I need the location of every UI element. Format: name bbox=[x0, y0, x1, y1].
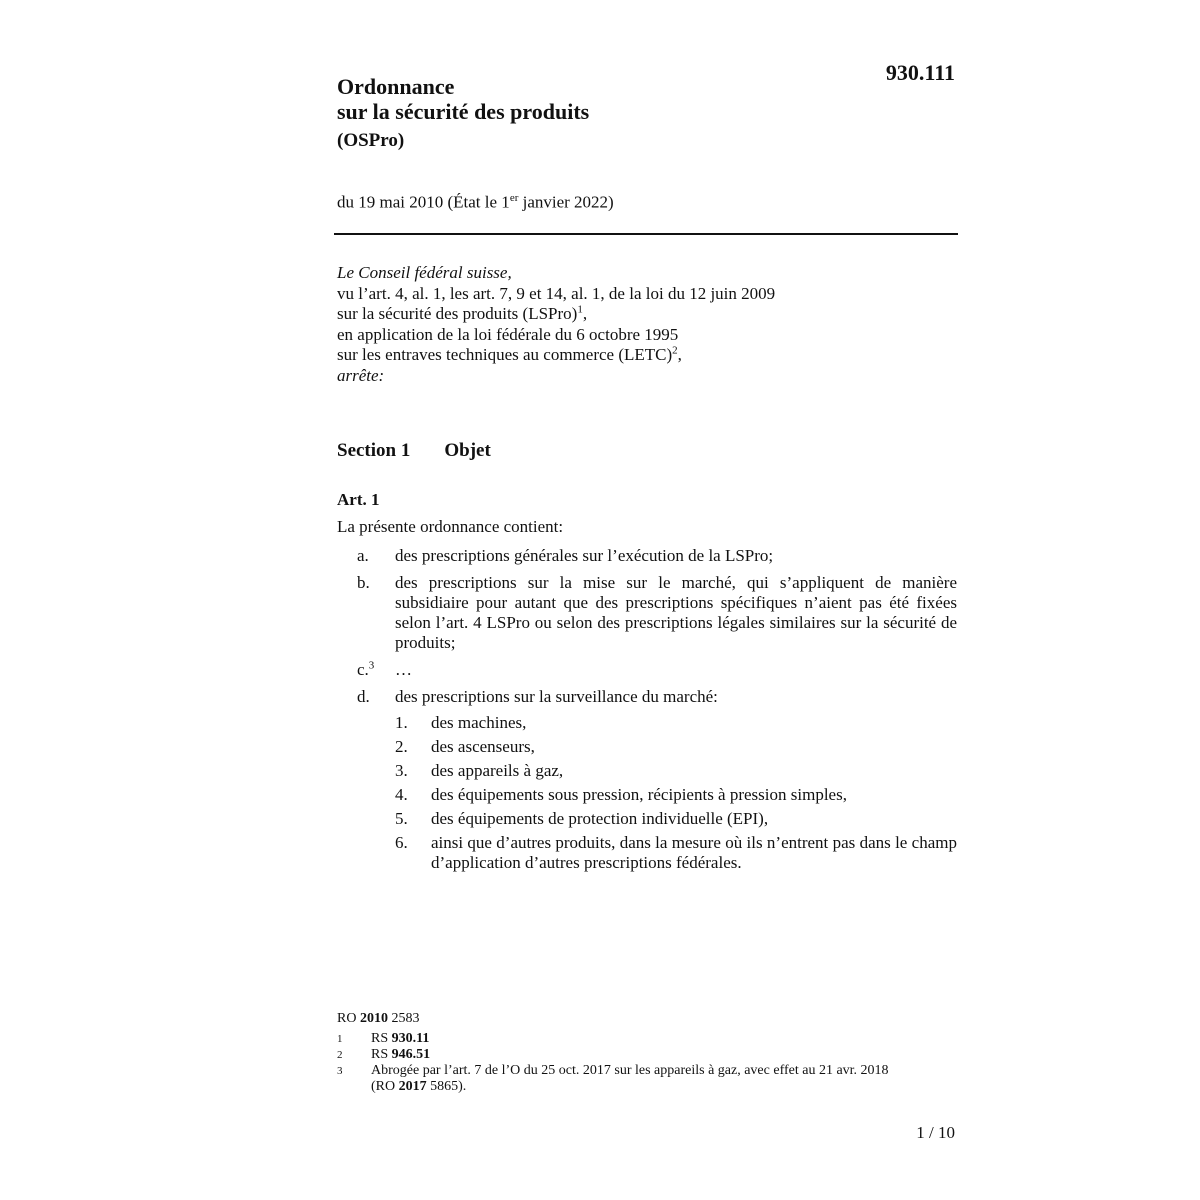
preamble bbox=[337, 263, 957, 386]
sub-item bbox=[395, 711, 957, 735]
footnotes bbox=[337, 1031, 897, 1095]
document-abbreviation: (OSPro) bbox=[337, 130, 405, 151]
document-title bbox=[337, 74, 589, 124]
footnote-number: 1 bbox=[337, 1033, 343, 1045]
preamble-line-2 bbox=[337, 304, 957, 325]
item-label: d. bbox=[357, 687, 370, 706]
sr-number: 930.111 bbox=[885, 60, 955, 85]
preamble-decree: arrête: bbox=[337, 365, 385, 385]
title-line-2: sur la sécurité des produits bbox=[337, 99, 590, 124]
list-item bbox=[337, 573, 957, 653]
page-number: 1 / 10 bbox=[916, 1123, 955, 1142]
footnote-ref-3[interactable]: 3 bbox=[368, 659, 375, 672]
preamble-line-4-text: sur les entraves techniques au commerce (LETC) bbox=[337, 345, 673, 364]
sub-item-text: des ascenseurs, bbox=[431, 737, 535, 756]
item-label: b. bbox=[357, 573, 370, 592]
footnote-number: 3 bbox=[337, 1065, 343, 1077]
sub-item-text: des équipements de protection individuelle (EPI), bbox=[431, 809, 769, 828]
footnote-bold: 946.51 bbox=[391, 1047, 431, 1062]
preamble-line-1: vu l’art. 4, al. 1, les art. 7, 9 et 14, al. 1, de la loi du 12 juin 2009 bbox=[337, 283, 776, 303]
sub-item bbox=[395, 759, 957, 783]
sub-item-text: des appareils à gaz, bbox=[431, 761, 564, 780]
header-divider bbox=[334, 233, 958, 235]
footnote-pre: Abrogée par l’art. 7 de l’O du 25 oct. 2017 sur les appareils à gaz, avec effet au 21 avr. 2018 (RO bbox=[371, 1063, 889, 1094]
ro-year: 2010 bbox=[359, 1011, 388, 1026]
sub-item-number: 2. bbox=[395, 737, 408, 756]
footnote-number: 2 bbox=[337, 1049, 343, 1061]
footnote-bold: 930.11 bbox=[391, 1031, 430, 1046]
sub-item-text: ainsi que d’autres produits, dans la mesure où ils n’entrent pas dans le champ d’application d’autres prescriptions fédérales. bbox=[431, 833, 957, 872]
footnote-text bbox=[371, 1063, 897, 1095]
ro-page: 2583 bbox=[387, 1011, 420, 1026]
item-label-text: c. bbox=[357, 660, 369, 679]
footnote-bold: 2017 bbox=[398, 1079, 427, 1094]
footnote bbox=[337, 1063, 897, 1095]
section-title: Objet bbox=[444, 440, 491, 461]
document-date bbox=[337, 192, 614, 213]
sub-list bbox=[395, 711, 957, 873]
item-label bbox=[337, 660, 395, 680]
article-intro: La présente ordonnance contient: bbox=[337, 517, 564, 536]
section-heading bbox=[337, 440, 491, 462]
ro-reference bbox=[337, 1011, 419, 1027]
sub-item-text: des équipements sous pression, récipients à pression simples, bbox=[431, 785, 847, 804]
footnote-pre: RS bbox=[371, 1031, 392, 1046]
preamble-line-2-punct: , bbox=[582, 304, 588, 323]
footnote bbox=[337, 1031, 897, 1047]
footnote-text bbox=[371, 1031, 897, 1047]
item-text: des prescriptions sur la surveillance du marché: bbox=[395, 687, 718, 706]
preamble-line-2-text: sur la sécurité des produits (LSPro) bbox=[337, 304, 578, 323]
list-item bbox=[337, 660, 957, 680]
item-label: a. bbox=[357, 546, 369, 565]
footnote-ref-1[interactable]: 1 bbox=[577, 303, 583, 316]
item-text: des prescriptions générales sur l’exécution de la LSPro; bbox=[395, 546, 774, 565]
article-items bbox=[337, 546, 957, 880]
sub-item bbox=[395, 807, 957, 831]
footnote-pre: RS bbox=[371, 1047, 392, 1062]
item-text: des prescriptions sur la mise sur le marché, qui s’appliquent de manière subsidiaire pour autant que des prescriptions spécifiques n’aient pas été fixées selon l’art. 4 LSPro ou selon des prescriptions légales similaires sur la sécurité de produits; bbox=[395, 573, 957, 652]
list-item bbox=[337, 687, 957, 873]
sub-item bbox=[395, 831, 957, 873]
item-body bbox=[395, 687, 957, 873]
footnote-post: 5865). bbox=[426, 1079, 467, 1094]
preamble-line-4-punct: , bbox=[677, 345, 682, 364]
sub-item-number: 5. bbox=[395, 809, 408, 828]
date-superscript: er bbox=[509, 192, 519, 204]
footnote-ref-2[interactable]: 2 bbox=[672, 344, 678, 357]
ro-prefix: RO bbox=[337, 1011, 360, 1026]
section-label: Section 1 bbox=[337, 440, 411, 461]
date-text: du 19 mai 2010 (État le 1 bbox=[337, 192, 510, 212]
preamble-line-3: en application de la loi fédérale du 6 octobre 1995 bbox=[337, 324, 679, 344]
preamble-authority: Le Conseil fédéral suisse, bbox=[337, 263, 512, 282]
footnote bbox=[337, 1047, 897, 1063]
sub-item-number: 1. bbox=[395, 713, 408, 732]
date-text-end: janvier 2022) bbox=[518, 192, 614, 212]
title-line-1: Ordonnance bbox=[337, 74, 455, 99]
sub-item-number: 3. bbox=[395, 761, 408, 780]
sub-item-number: 6. bbox=[395, 833, 408, 852]
sub-item-number: 4. bbox=[395, 785, 408, 804]
item-text: … bbox=[395, 660, 412, 679]
sub-item-text: des machines, bbox=[431, 713, 527, 732]
article-heading: Art. 1 bbox=[337, 490, 380, 509]
sub-item bbox=[395, 735, 957, 759]
sub-item bbox=[395, 783, 957, 807]
footnote-text bbox=[371, 1047, 897, 1063]
preamble-line-4 bbox=[337, 345, 957, 366]
list-item bbox=[337, 546, 957, 566]
